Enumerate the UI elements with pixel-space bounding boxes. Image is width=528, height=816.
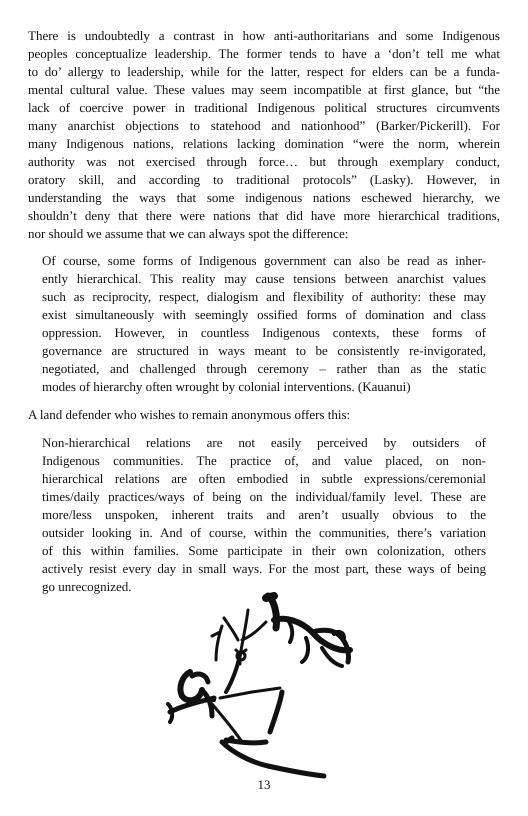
paragraph-line: understanding the ways that some indigenous nations eschewed hierarchy, we — [28, 190, 500, 205]
paragraph-line: authority was not exercised through force… but through exemplary conduct, — [28, 154, 500, 169]
block-quote-line: Non-hierarchical relations are not easily perceived by outsiders of — [42, 435, 486, 450]
block-quote-line: more/less unspoken, inherent traits and aren’t usually obvious to the — [42, 507, 486, 522]
block-quote-line: hierarchical relations are often embodied in subtle expressions/ceremonial — [42, 471, 486, 486]
block-quote-line: exist simultaneously with seemingly ossified forms of domination and class — [42, 307, 486, 322]
paragraph-line: to do’ allergy to leadership, while for the latter, respect for elders can be a funda- — [28, 64, 500, 79]
block-quote-line: governance are structured in ways meant to be consistently re-invigorated, — [42, 343, 486, 358]
paragraph-line: shouldn’t deny that there were nations that did have more hierarchical traditions, — [28, 208, 500, 223]
block-quote-line: actively resist every day in small ways. For the most part, these ways of being — [42, 561, 486, 576]
paragraph-line: peoples conceptualize leadership. The former tends to have a ‘don’t tell me what — [28, 46, 500, 61]
block-quote-line: of this within families. Some participate in their own colonization, others — [42, 543, 486, 558]
block-quote-line: go unrecognized. — [42, 579, 132, 594]
petroglyph-figures-illustration — [162, 592, 362, 784]
block-quote-line: modes of hierarchy often wrought by colonial interventions. (Kauanui) — [42, 379, 411, 394]
paragraph-line: There is undoubtedly a contrast in how anti-authoritarians and some Indigenous — [28, 28, 500, 43]
page-number: 13 — [257, 777, 271, 792]
block-quote-line: outsider looking in. And of course, within the communities, there’s variation — [42, 525, 486, 540]
block-quote-line: such as reciprocity, respect, dialogism and flexibility of authority: these may — [42, 289, 486, 304]
block-quote-line: oppression. However, in countless Indigenous contexts, these forms of — [42, 325, 486, 340]
block-quote-line: negotiated, and challenged through ceremony – rather than as the static — [42, 361, 486, 376]
paragraph-line: mental cultural value. These values may seem incompatible at first glance, but “the — [28, 82, 500, 97]
block-quote-line: Indigenous communities. The practice of, and value placed, on non- — [42, 453, 486, 468]
block-quote-line: ently hierarchical. This reality may cause tensions between anarchist values — [42, 271, 486, 286]
block-quote-line: times/daily practices/ways of being on the individual/family level. These are — [42, 489, 486, 504]
paragraph-line: nor should we assume that we can always spot the difference: — [28, 226, 349, 241]
paragraph-line: many anarchist objections to statehood and nationhood” (Barker/Pickerill). For — [28, 118, 500, 133]
paragraph-line: A land defender who wishes to remain anonymous offers this: — [28, 407, 351, 422]
paragraph-line: lack of coercive power in traditional Indigenous political structures circumvents — [28, 100, 500, 115]
block-quote-line: Of course, some forms of Indigenous government can also be read as inher- — [42, 253, 486, 268]
paragraph-line: many Indigenous nations, relations lacking domination “were the norm, wherein — [28, 136, 500, 151]
paragraph-line: oratory skill, and according to traditional protocols” (Lasky). However, in — [28, 172, 500, 187]
